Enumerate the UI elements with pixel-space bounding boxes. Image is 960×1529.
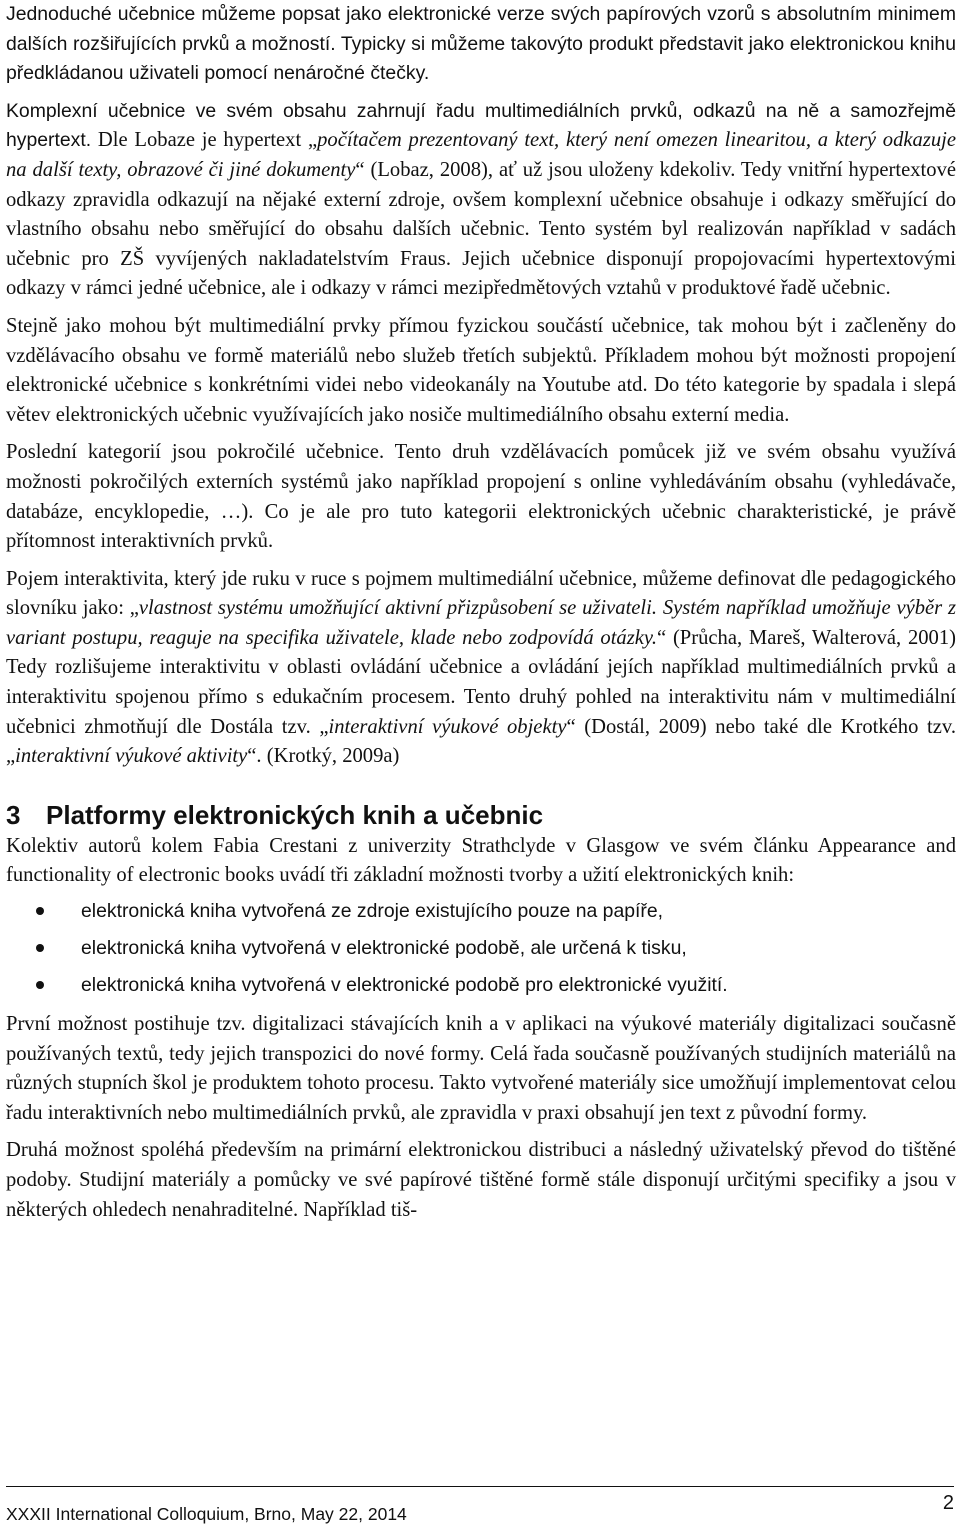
- footer-conference: XXXII International Colloquium, Brno, May 22, 2014: [6, 1504, 407, 1524]
- paragraph-multimedia: Stejně jako mohou být multimediální prvky přímou fyzickou součástí učebnice, tak mohou být i začleněny do vzdělávacího obsahu ve formě materiálů nebo služeb třetích subjektů. Příkladem mohou být možnosti propojení elektronické učebnice s konkrétními videi nebo videokanály na Youtube atd. Do této kategorie by spadala i slepá větev elektronických učebnic využívajících jako nosiče multimediálního obsahu externí media.: [6, 314, 956, 426]
- bullet-list: [6, 899, 956, 997]
- list-item-text: elektronická kniha vytvořená ze zdroje existujícího pouze na papíře,: [81, 900, 664, 923]
- quote-lobaz: počítačem prezentovaný text, který není omezen linearitou, a který odkazuje na další texty, obrazové či jiné dokumenty: [6, 129, 957, 181]
- bullet-icon: [36, 944, 44, 952]
- list-item: [6, 973, 956, 997]
- paragraph-fraus-links: Jejich učebnice disponují propojovacími hypertextovými odkazy v rámci jedné učebnice, ale i odkazy v rámci mezipředmětových vztahů v produktové řadě učebnic.: [6, 247, 956, 300]
- paragraph-simple-textbooks: Jednoduché učebnice můžeme popsat jako elektronické verze svých papírových vzorů s absolutním minimem dalších rozšiřujících prvků a možností. Typicky si můžeme takovýto produkt představit jako elektronickou knihu předkládanou uživateli pomocí nenáročné čtečky.: [6, 3, 956, 85]
- citation-krotky: “. (Krotký, 2009a): [247, 745, 400, 768]
- paragraph-complex-textbooks: [6, 97, 956, 304]
- bullet-icon: [36, 907, 44, 915]
- paragraph-first-option: První možnost postihuje tzv. digitalizaci stávajících knih a v aplikaci na výukové materiály digitalizaci současně používaných textů, tedy jejich transpozici do nové formy. Celá řada současně používaných studijních materiálů na různých stupních škol je produktem tohoto procesu. Takto vytvořené materiály sice umožňují implementovat celou řadu interaktivních nebo multimediálních prvků, ale zpravidla v praxi obsahují jen text z původní formy.: [6, 1013, 956, 1124]
- page-number: 2: [942, 1492, 954, 1514]
- section-number: 3: [6, 799, 21, 830]
- interactivity-lead: Pojem interaktivita, který jde ruku v ruce s pojmem multimediální učebnice, můžeme definovat dle pedagogického slovníku jako: „: [6, 567, 956, 620]
- paragraph-second-option: Druhá možnost spoléhá především na primární elektronickou distribuci a následný uživatelský převod do tištěné podoby. Studijní materiály a pomůcky ve své papírové tištěné formě stále disponují určitými specifiky a jsou v některých ohledech nenahraditelné. Například tiš-: [6, 1139, 956, 1221]
- term-interactive-activities: interaktivní výukové aktivity: [15, 745, 248, 768]
- paragraph-crestani: Kolektiv autorů kolem Fabia Crestani z univerzity Strathclyde v Glasgow ve svém článku Appearance and functionality of electronic books uvádí tři základní možnosti tvorby a užití elektronických knih:: [6, 834, 956, 887]
- list-item-text: elektronická kniha vytvořená v elektronické podobě, ale určená k tisku,: [81, 937, 687, 960]
- page-content: [6, 0, 956, 1233]
- interactivity-body: “ (Průcha, Mareš, Walterová, 2001) Tedy rozlišujeme interaktivitu v oblasti ovládání učebnice a ovládání jejích například multimediálních prvků a interaktivitu spojenou přímo s edukačním procesem. Tento druhý pohled na interaktivitu nám v multimediální učebnici zhmotňují dle Dostála tzv. „: [6, 626, 957, 738]
- paragraph-advanced-textbooks: Poslední kategorií jsou pokročilé učebnice. Tento druh vzdělávacích pomůcek již ve svém obsahu využívá možnosti pokročilých externích systémů jako například propojení s online vyhledáváním obsahu (vyhledávače, databáze, encyklopedie, …). Co je ale pro tuto kategorii elektronických učebnic charakteristické, je právě přítomnost interaktivních prvků.: [6, 441, 956, 553]
- paragraph-complex-intro: Komplexní učebnice ve svém obsahu zahrnují řadu multimediálních prvků, odkazů na ně a samozřejmě hypertext.: [6, 99, 956, 152]
- page-footer: [6, 1486, 954, 1524]
- citation-dostal: “ (Dostál, 2009) nebo také dle Krotkého tzv. „: [6, 715, 956, 768]
- paragraph-interactivity: [6, 565, 956, 772]
- list-item-text: elektronická kniha vytvořená v elektronické podobě pro elektronické využití.: [81, 974, 728, 997]
- list-item: [6, 899, 956, 923]
- term-interactive-objects: interaktivní výukové objekty: [328, 715, 567, 738]
- list-item: [6, 936, 956, 960]
- section-heading: [6, 798, 956, 832]
- paragraph-hypertext-links: Tedy vnitřní hypertextové odkazy zpravidla odkazují na nějaké externí zdroje, ovšem komplexní učebnice obsahuje i odkazy směřující do vlastního obsahu nebo směřující do obsahu dalších učebnic.: [6, 158, 957, 241]
- citation-lobaz: “ (Lobaz, 2008), ať už jsou uloženy kdekoliv.: [355, 158, 736, 181]
- paragraph-lobaz-lead: Dle Lobaze je hypertext „: [91, 129, 318, 152]
- bullet-icon: [36, 981, 44, 989]
- section-title: Platformy elektronických knih a učebnic: [46, 799, 544, 830]
- paragraph-fraus: Tento systém byl realizován například v sadách učebnic pro ZŠ vyvíjených nakladatelstvím Fraus.: [6, 218, 956, 270]
- quote-pruchа: vlastnost systému umožňující aktivní přizpůsobení se uživateli. Systém například umožňuje výběr z variant postupu, reaguje na specifika uživatele, klade nebo zodpovídá otázky.: [6, 597, 956, 649]
